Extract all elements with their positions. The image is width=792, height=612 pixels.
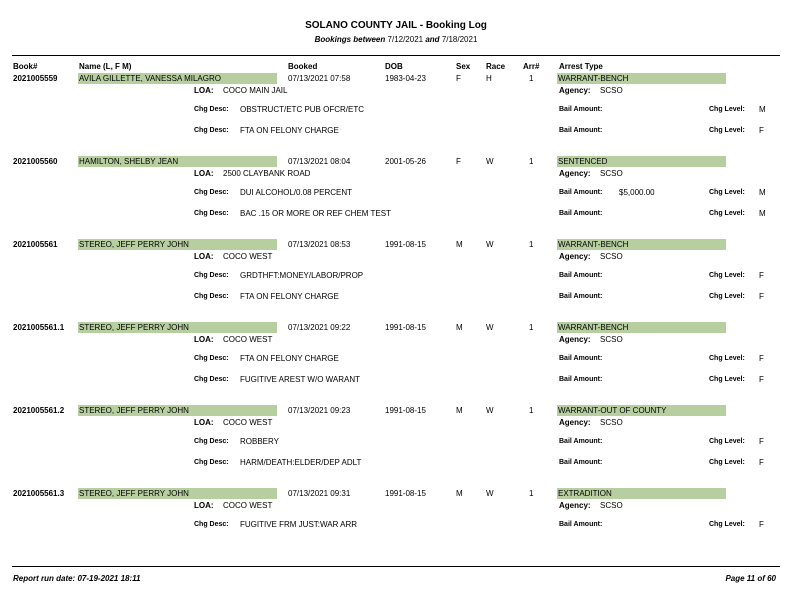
- bail-amount-label: Bail Amount:: [559, 127, 603, 134]
- bail-amount-label: Bail Amount:: [559, 438, 603, 445]
- loa-label: LOA:: [194, 169, 214, 178]
- subtitle-prefix: Bookings between: [314, 35, 386, 44]
- bail-amount-label: Bail Amount:: [559, 106, 603, 113]
- charge-desc-label: Chg Desc:: [194, 272, 229, 279]
- col-header-dob: DOB: [385, 62, 403, 71]
- bail-amount-label: Bail Amount:: [559, 355, 603, 362]
- report-subtitle: [0, 35, 792, 44]
- sex-value: M: [456, 323, 463, 332]
- charge-level-value: F: [759, 271, 764, 280]
- booked-datetime: 07/13/2021 09:22: [288, 323, 351, 332]
- charge-description: FUGITIVE AREST W/O WARANT: [240, 375, 361, 384]
- charge-level-label: Chg Level:: [709, 127, 745, 134]
- col-header-race: Race: [486, 62, 506, 71]
- arrest-type: WARRANT-BENCH: [557, 73, 726, 84]
- sex-value: M: [456, 489, 463, 498]
- sex-value: M: [456, 240, 463, 249]
- sex-value: F: [456, 74, 461, 83]
- bail-amount-label: Bail Amount:: [559, 459, 603, 466]
- bail-amount-label: Bail Amount:: [559, 293, 603, 300]
- booking-number: 2021005561.3: [13, 489, 65, 498]
- race-value: W: [486, 323, 494, 332]
- agency-value: SCSO: [600, 418, 623, 427]
- agency-label: Agency:: [559, 418, 591, 427]
- charge-description: FTA ON FELONY CHARGE: [240, 354, 339, 363]
- date-of-birth: 1983-04-23: [385, 74, 426, 83]
- charge-desc-label: Chg Desc:: [194, 189, 229, 196]
- agency-label: Agency:: [559, 169, 591, 178]
- arrest-type: WARRANT-OUT OF COUNTY: [557, 405, 726, 416]
- charge-level-label: Chg Level:: [709, 293, 745, 300]
- loa-value: COCO WEST: [223, 335, 273, 344]
- booked-datetime: 07/13/2021 09:23: [288, 406, 351, 415]
- booking-number: 2021005559: [13, 74, 58, 83]
- loa-value: COCO WEST: [223, 418, 273, 427]
- arrest-count: 1: [529, 406, 534, 415]
- arrest-count: 1: [529, 489, 534, 498]
- booking-number: 2021005560: [13, 157, 58, 166]
- loa-value: COCO WEST: [223, 252, 273, 261]
- charge-level-value: F: [759, 375, 764, 384]
- race-value: W: [486, 157, 494, 166]
- charge-level-value: F: [759, 437, 764, 446]
- charge-desc-label: Chg Desc:: [194, 438, 229, 445]
- charge-description: GRDTHFT:MONEY/LABOR/PROP: [240, 271, 364, 280]
- col-header-arr: Arr#: [523, 62, 540, 71]
- col-header-arrest-type: Arrest Type: [559, 62, 603, 71]
- booked-datetime: 07/13/2021 07:58: [288, 74, 351, 83]
- col-header-booked: Booked: [288, 62, 318, 71]
- charge-level-value: F: [759, 354, 764, 363]
- booking-number: 2021005561.1: [13, 323, 65, 332]
- loa-label: LOA:: [194, 418, 214, 427]
- charge-description: DUI ALCOHOL/0.08 PERCENT: [240, 188, 353, 197]
- charge-level-label: Chg Level:: [709, 376, 745, 383]
- loa-label: LOA:: [194, 86, 214, 95]
- charge-level-label: Chg Level:: [709, 210, 745, 217]
- inmate-name: HAMILTON, SHELBY JEAN: [78, 156, 277, 167]
- loa-label: LOA:: [194, 252, 214, 261]
- sex-value: M: [456, 406, 463, 415]
- charge-level-value: F: [759, 126, 764, 135]
- report-title: SOLANO COUNTY JAIL - Booking Log: [305, 20, 487, 31]
- charge-desc-label: Chg Desc:: [194, 376, 229, 383]
- arrest-type: SENTENCED: [557, 156, 726, 167]
- date-of-birth: 1991-08-15: [385, 240, 426, 249]
- agency-value: SCSO: [600, 335, 623, 344]
- charge-description: ROBBERY: [240, 437, 279, 446]
- arrest-type: WARRANT-BENCH: [557, 322, 726, 333]
- agency-label: Agency:: [559, 252, 591, 261]
- date-of-birth: 1991-08-15: [385, 323, 426, 332]
- charge-desc-label: Chg Desc:: [194, 355, 229, 362]
- arrest-type: EXTRADITION: [557, 488, 726, 499]
- charge-desc-label: Chg Desc:: [194, 210, 229, 217]
- sex-value: F: [456, 157, 461, 166]
- loa-value: COCO WEST: [223, 501, 273, 510]
- agency-value: SCSO: [600, 252, 623, 261]
- race-value: W: [486, 240, 494, 249]
- agency-value: SCSO: [600, 169, 623, 178]
- charge-level-value: F: [759, 292, 764, 301]
- booking-number: 2021005561: [13, 240, 58, 249]
- report-run-date: Report run date: 07-19-2021 18:11: [13, 574, 141, 583]
- bail-amount-label: Bail Amount:: [559, 210, 603, 217]
- booked-datetime: 07/13/2021 09:31: [288, 489, 351, 498]
- header-rule: [12, 55, 780, 56]
- date-from: 7/12/2021: [387, 35, 424, 44]
- charge-desc-label: Chg Desc:: [194, 127, 229, 134]
- charge-level-value: M: [759, 209, 766, 218]
- booked-datetime: 07/13/2021 08:53: [288, 240, 351, 249]
- charge-level-label: Chg Level:: [709, 521, 745, 528]
- inmate-name: STEREO, JEFF PERRY JOHN: [78, 322, 277, 333]
- race-value: W: [486, 489, 494, 498]
- loa-label: LOA:: [194, 335, 214, 344]
- bail-amount-label: Bail Amount:: [559, 521, 603, 528]
- charge-level-value: F: [759, 520, 764, 529]
- inmate-name: STEREO, JEFF PERRY JOHN: [78, 405, 277, 416]
- charge-level-value: M: [759, 105, 766, 114]
- bail-amount-value: $5,000.00: [619, 188, 655, 197]
- arrest-type: WARRANT-BENCH: [557, 239, 726, 250]
- charge-desc-label: Chg Desc:: [194, 106, 229, 113]
- bail-amount-label: Bail Amount:: [559, 189, 603, 196]
- inmate-name: STEREO, JEFF PERRY JOHN: [78, 239, 277, 250]
- arrest-count: 1: [529, 323, 534, 332]
- agency-value: SCSO: [600, 86, 623, 95]
- charge-level-label: Chg Level:: [709, 189, 745, 196]
- col-header-book: Book#: [13, 62, 38, 71]
- inmate-name: AVILA GILLETTE, VANESSA MILAGRO: [78, 73, 277, 84]
- subtitle-and: and: [425, 35, 440, 44]
- agency-label: Agency:: [559, 501, 591, 510]
- charge-desc-label: Chg Desc:: [194, 459, 229, 466]
- charge-description: HARM/DEATH:ELDER/DEP ADLT: [240, 458, 362, 467]
- booking-number: 2021005561.2: [13, 406, 65, 415]
- date-to: 7/18/2021: [441, 35, 478, 44]
- charge-description: FUGITIVE FRM JUST:WAR ARR: [240, 520, 358, 529]
- col-header-name: Name (L, F M): [79, 62, 132, 71]
- agency-label: Agency:: [559, 86, 591, 95]
- date-of-birth: 1991-08-15: [385, 406, 426, 415]
- charge-description: FTA ON FELONY CHARGE: [240, 126, 339, 135]
- charge-description: BAC .15 OR MORE OR REF CHEM TEST: [240, 209, 391, 218]
- arrest-count: 1: [529, 240, 534, 249]
- date-of-birth: 1991-08-15: [385, 489, 426, 498]
- bail-amount-label: Bail Amount:: [559, 272, 603, 279]
- charge-desc-label: Chg Desc:: [194, 293, 229, 300]
- booked-datetime: 07/13/2021 08:04: [288, 157, 351, 166]
- charge-level-label: Chg Level:: [709, 355, 745, 362]
- race-value: W: [486, 406, 494, 415]
- charge-level-label: Chg Level:: [709, 438, 745, 445]
- page-number: Page 11 of 60: [725, 574, 776, 583]
- arrest-count: 1: [529, 157, 534, 166]
- agency-value: SCSO: [600, 501, 623, 510]
- loa-value: COCO MAIN JAIL: [223, 86, 288, 95]
- date-of-birth: 2001-05-26: [385, 157, 426, 166]
- agency-label: Agency:: [559, 335, 591, 344]
- charge-description: FTA ON FELONY CHARGE: [240, 292, 339, 301]
- col-header-sex: Sex: [456, 62, 471, 71]
- charge-level-value: M: [759, 188, 766, 197]
- loa-value: 2500 CLAYBANK ROAD: [223, 169, 311, 178]
- charge-description: OBSTRUCT/ETC PUB OFCR/ETC: [240, 105, 365, 114]
- race-value: H: [486, 74, 492, 83]
- bail-amount-label: Bail Amount:: [559, 376, 603, 383]
- arrest-count: 1: [529, 74, 534, 83]
- inmate-name: STEREO, JEFF PERRY JOHN: [78, 488, 277, 499]
- charge-desc-label: Chg Desc:: [194, 521, 229, 528]
- charge-level-label: Chg Level:: [709, 272, 745, 279]
- loa-label: LOA:: [194, 501, 214, 510]
- charge-level-label: Chg Level:: [709, 106, 745, 113]
- charge-level-value: F: [759, 458, 764, 467]
- footer-rule: [12, 566, 780, 567]
- charge-level-label: Chg Level:: [709, 459, 745, 466]
